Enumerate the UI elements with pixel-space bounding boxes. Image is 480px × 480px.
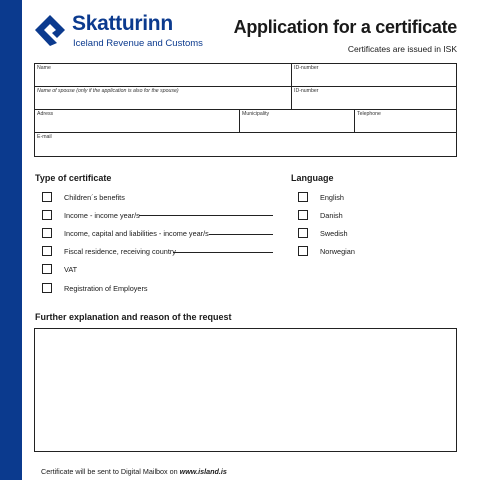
option-label: Fiscal residence, receiving country bbox=[64, 246, 176, 256]
brand-name: Skatturinn bbox=[72, 12, 173, 35]
checkbox[interactable] bbox=[298, 192, 308, 202]
brand-subtitle: Iceland Revenue and Customs bbox=[73, 38, 203, 49]
option-label: Norwegian bbox=[320, 246, 355, 256]
certificate-option-childrens-benefits[interactable] bbox=[42, 191, 125, 203]
spouse-id-cell bbox=[292, 87, 456, 109]
certificate-option-vat[interactable] bbox=[42, 263, 77, 275]
municipality-input[interactable] bbox=[242, 119, 352, 131]
checkbox[interactable] bbox=[298, 210, 308, 220]
language-heading: Language bbox=[291, 173, 334, 183]
telephone-input[interactable] bbox=[357, 119, 454, 131]
telephone-label: Telephone bbox=[357, 111, 381, 117]
capital-year-fill-line[interactable] bbox=[209, 234, 273, 235]
option-label: Income, capital and liabilities - income year/s bbox=[64, 228, 209, 238]
income-year-fill-line[interactable] bbox=[139, 215, 273, 216]
address-input[interactable] bbox=[37, 119, 237, 131]
certificate-option-income[interactable] bbox=[42, 209, 140, 221]
option-label: Children´s benefits bbox=[64, 192, 125, 202]
option-label: Income - income year/s bbox=[64, 210, 140, 220]
municipality-cell bbox=[240, 110, 355, 132]
certificate-option-income-capital-liabilities[interactable] bbox=[42, 227, 209, 239]
checkbox[interactable] bbox=[298, 228, 308, 238]
currency-note: Certificates are issued in ISK bbox=[347, 44, 457, 54]
explanation-box bbox=[34, 328, 457, 452]
checkbox[interactable] bbox=[42, 228, 52, 238]
page-title: Application for a certificate bbox=[233, 17, 457, 37]
footer-note bbox=[41, 467, 227, 476]
footer-text: Certificate will be sent to Digital Mailbox on bbox=[41, 467, 178, 476]
checkbox[interactable] bbox=[42, 264, 52, 274]
option-label: VAT bbox=[64, 264, 78, 274]
certificate-option-fiscal-residence[interactable] bbox=[42, 245, 176, 257]
spouse-name-label: Name of spouse (only if the application is also for the spouse) bbox=[37, 88, 179, 94]
brand-side-bar bbox=[0, 0, 22, 480]
spouse-name-cell bbox=[35, 87, 292, 109]
language-option-danish[interactable] bbox=[298, 209, 343, 221]
language-option-swedish[interactable] bbox=[298, 227, 348, 239]
certificate-type-heading: Type of certificate bbox=[35, 173, 112, 183]
option-label: Swedish bbox=[320, 228, 348, 238]
email-label: E-mail bbox=[37, 134, 52, 140]
receiving-country-fill-line[interactable] bbox=[173, 252, 273, 253]
id-number-label: ID-number bbox=[294, 65, 319, 71]
explanation-textarea[interactable] bbox=[35, 329, 456, 451]
applicant-fields-table bbox=[34, 63, 457, 157]
fields-row-spouse bbox=[35, 87, 456, 110]
s-diamond-logo-icon bbox=[33, 13, 67, 47]
checkbox[interactable] bbox=[42, 192, 52, 202]
fields-row-address bbox=[35, 110, 456, 133]
spouse-id-input[interactable] bbox=[294, 96, 454, 108]
spouse-name-input[interactable] bbox=[37, 96, 289, 108]
name-cell bbox=[35, 64, 292, 86]
checkbox[interactable] bbox=[298, 246, 308, 256]
id-number-input[interactable] bbox=[294, 73, 454, 85]
address-label: Adress bbox=[37, 111, 54, 117]
name-input[interactable] bbox=[37, 73, 289, 85]
language-option-english[interactable] bbox=[298, 191, 344, 203]
explanation-heading: Further explanation and reason of the request bbox=[35, 312, 232, 322]
option-label: Danish bbox=[320, 210, 343, 220]
address-cell bbox=[35, 110, 240, 132]
id-number-cell bbox=[292, 64, 456, 86]
language-option-norwegian[interactable] bbox=[298, 245, 355, 257]
fields-row-name bbox=[35, 64, 456, 87]
option-label: English bbox=[320, 192, 344, 202]
checkbox[interactable] bbox=[42, 283, 52, 293]
email-input[interactable] bbox=[37, 143, 454, 155]
spouse-id-label: ID-number bbox=[294, 88, 319, 94]
fields-row-email bbox=[35, 133, 456, 156]
checkbox[interactable] bbox=[42, 210, 52, 220]
municipality-label: Municipality bbox=[242, 111, 270, 117]
email-cell bbox=[35, 133, 456, 156]
telephone-cell bbox=[355, 110, 456, 132]
checkbox[interactable] bbox=[42, 246, 52, 256]
island-is-link[interactable]: www.island.is bbox=[179, 467, 227, 476]
option-label: Registration of Employers bbox=[64, 283, 148, 293]
name-label: Name bbox=[37, 65, 51, 71]
certificate-option-registration-of-employers[interactable] bbox=[42, 282, 148, 294]
